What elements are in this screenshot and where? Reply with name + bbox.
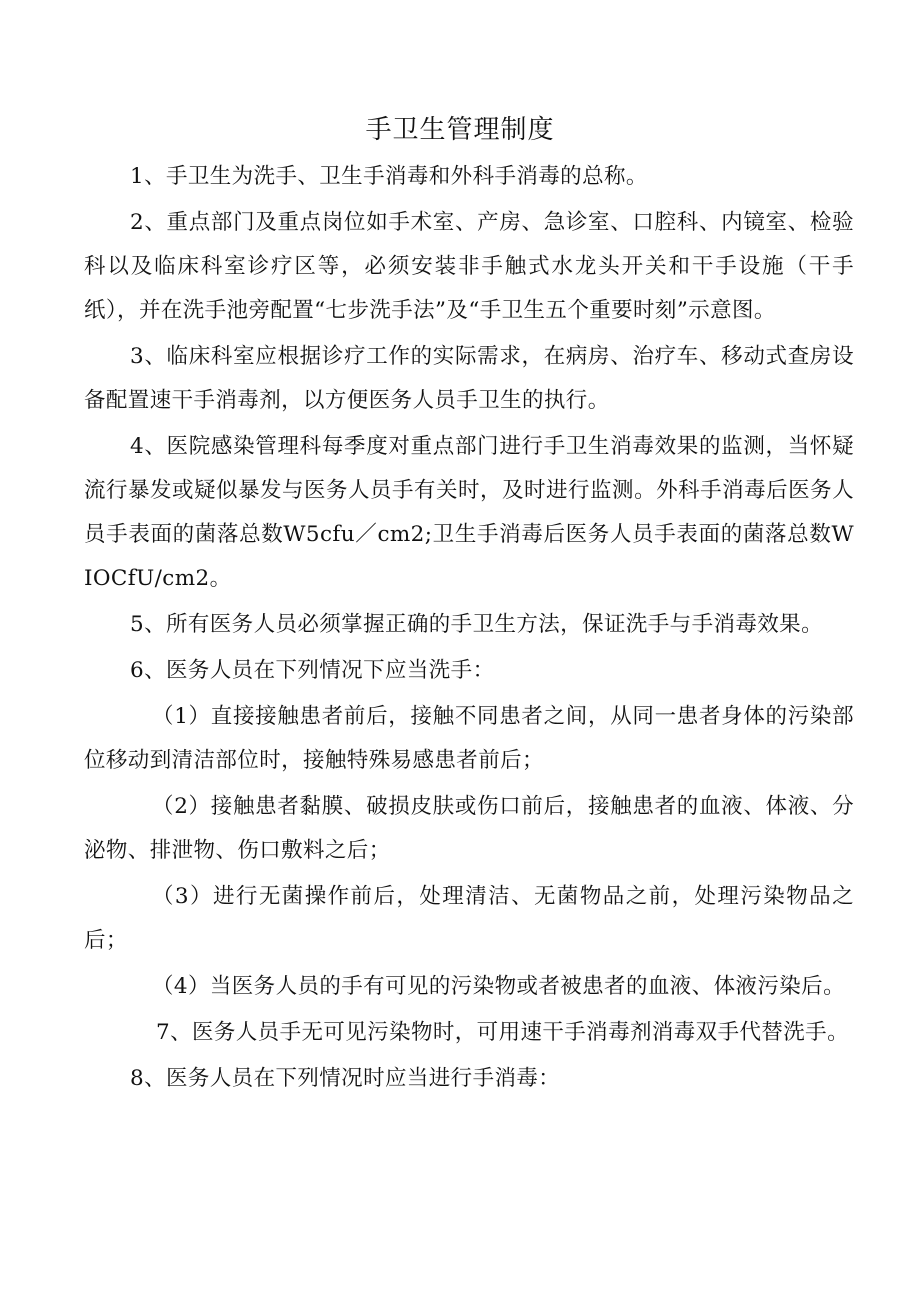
paragraph-4: 4、医院感染管理科每季度对重点部门进行手卫生消毒效果的监测，当怀疑流行暴发或疑似暴发与医务人员手有关时，及时进行监测。外科手消毒后医务人员手表面的菌落总数W5cfu／cm2;卫生手消毒后医务人员手表面的菌落总数WIOCfU/cm2。 — [84, 434, 854, 591]
paragraph-1: 1、手卫生为洗手、卫生手消毒和外科手消毒的总称。 — [130, 164, 648, 189]
paragraph-3: 3、临床科室应根据诊疗工作的实际需求，在病房、治疗车、移动式查房设备配置速干手消毒剂，以方便医务人员手卫生的执行。 — [84, 344, 854, 413]
document-body — [84, 155, 854, 1103]
paragraph-8: 8、医务人员在下列情况时应当进行手消毒： — [130, 1066, 561, 1091]
sub-item-2: （2）接触患者黏膜、破损皮肤或伤口前后，接触患者的血液、体液、分泌物、排泄物、伤口敷料之后； — [84, 794, 854, 863]
document-title: 手卫生管理制度 — [365, 115, 555, 145]
paragraph-2: 2、重点部门及重点岗位如手术室、产房、急诊室、口腔科、内镜室、检验科以及临床科室诊疗区等，必须安装非手触式水龙头开关和干手设施（干手纸），并在洗手池旁配置“七步洗手法”及“手卫生五个重要时刻”示意图。 — [84, 210, 854, 323]
paragraph-7: 7、医务人员手无可见污染物时，可用速干手消毒剂消毒双手代替洗手。 — [156, 1020, 849, 1045]
sub-item-4: （4）当医务人员的手有可见的污染物或者被患者的血液、体液污染后。 — [152, 974, 845, 999]
sub-item-3: （3）进行无菌操作前后，处理清洁、无菌物品之前，处理污染物品之后； — [84, 884, 854, 953]
paragraph-5: 5、所有医务人员必须掌握正确的手卫生方法，保证洗手与手消毒效果。 — [130, 612, 823, 637]
sub-item-1: （1）直接接触患者前后，接触不同患者之间，从同一患者身体的污染部位移动到清洁部位时，接触特殊易感患者前后； — [84, 704, 854, 773]
paragraph-6: 6、医务人员在下列情况下应当洗手： — [130, 658, 495, 683]
